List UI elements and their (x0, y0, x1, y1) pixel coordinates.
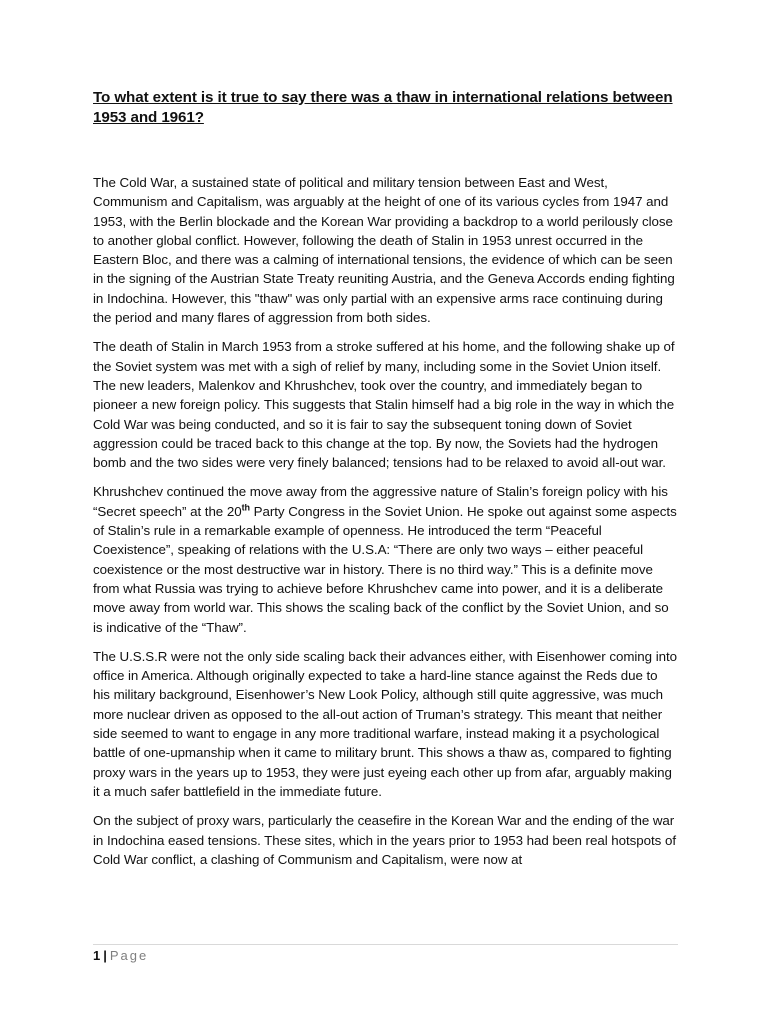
paragraph-stalin-death: The death of Stalin in March 1953 from a stroke suffered at his home, and the following shake up of the Soviet system was met with a sigh of relief by many, including some in the Soviet Union itself. The new leaders, Malenkov and Khrushchev, took over the country, and immediately began to pioneer a new foreign policy. This suggests that Stalin himself had a big role in the way in which the Cold War was being conducted, and so it is fair to say the subsequent toning down of Soviet aggression could be traced back to this change at the top. By now, the Soviets had the hydrogen bomb and the two sides were very finely balanced; tensions had to be relaxed to avoid all-out war. (93, 339, 675, 471)
page-footer (93, 947, 148, 965)
paragraph-intro: The Cold War, a sustained state of political and military tension between East and West, Communism and Capitalism, was arguably at the height of one of its various cycles from 1947 and 1953, with the Berlin blockade and the Korean War providing a backdrop to a world perilously close to another global conflict. However, following the death of Stalin in 1953 unrest occurred in the Eastern Bloc, and there was a calming of international tensions, the evidence of which can be seen in the signing of the Austrian State Treaty reuniting Austria, and the Geneva Accords ending fighting in Indochina. However, this "thaw" was only partial with an expensive arms race continuing during the period and many flares of aggression from both sides. (93, 175, 675, 326)
document-title: To what extent is it true to say there was a thaw in international relations between 1953 and 1961? (93, 89, 673, 126)
paragraph-khrushchev-part2: Party Congress in the Soviet Union. He spoke out against some aspects of Stalin’s rule in a remarkable example of openness. He introduced the term “Peaceful Coexistence”, speaking of relations with the U.S.A: “There are only two ways – either peaceful coexistence or the most destructive war in history. There is no third way.” This is a definite move from what Russia was trying to achieve before Khrushchev came into power, and it is a deliberate move away from world war. This shows the scaling back of the conflict by the Soviet Union, and so is indicative of the “Thaw”. (93, 503, 677, 635)
paragraph-proxy-wars: On the subject of proxy wars, particularly the ceasefire in the Korean War and the ending of the war in Indochina eased tensions. These sites, which in the years prior to 1953 had been real hotspots of Cold War conflict, a clashing of Communism and Capitalism, were now at (93, 813, 676, 867)
footer-separator: | (103, 948, 107, 963)
paragraph-eisenhower: The U.S.S.R were not the only side scaling back their advances either, with Eisenhower coming into office in America. Although originally expected to take a hard-line stance against the Reds due to his military background, Eisenhower’s New Look Policy, although still quite aggressive, was much more nuclear driven as opposed to the all-out action of Truman’s strategy. This meant that neither side seemed to want to engage in any more traditional warfare, instead making it a psychological battle of one-upmanship when it came to military brunt. This shows a thaw as, compared to fighting proxy wars in the years up to 1953, they were just eyeing each other up from afar, arguably making it a much safer battlefield in the immediate future. (93, 648, 678, 799)
paragraph-khrushchev-part1: Khrushchev continued the move away from the aggressive nature of Stalin’s foreign policy with his “Secret speech” at the 20 (93, 484, 668, 519)
footer-divider (93, 944, 678, 945)
page-number: 1 (93, 948, 101, 963)
document-body (93, 173, 678, 879)
page-label: Page (109, 948, 149, 963)
paragraph-khrushchev (93, 482, 678, 636)
ordinal-superscript: th (241, 502, 250, 513)
